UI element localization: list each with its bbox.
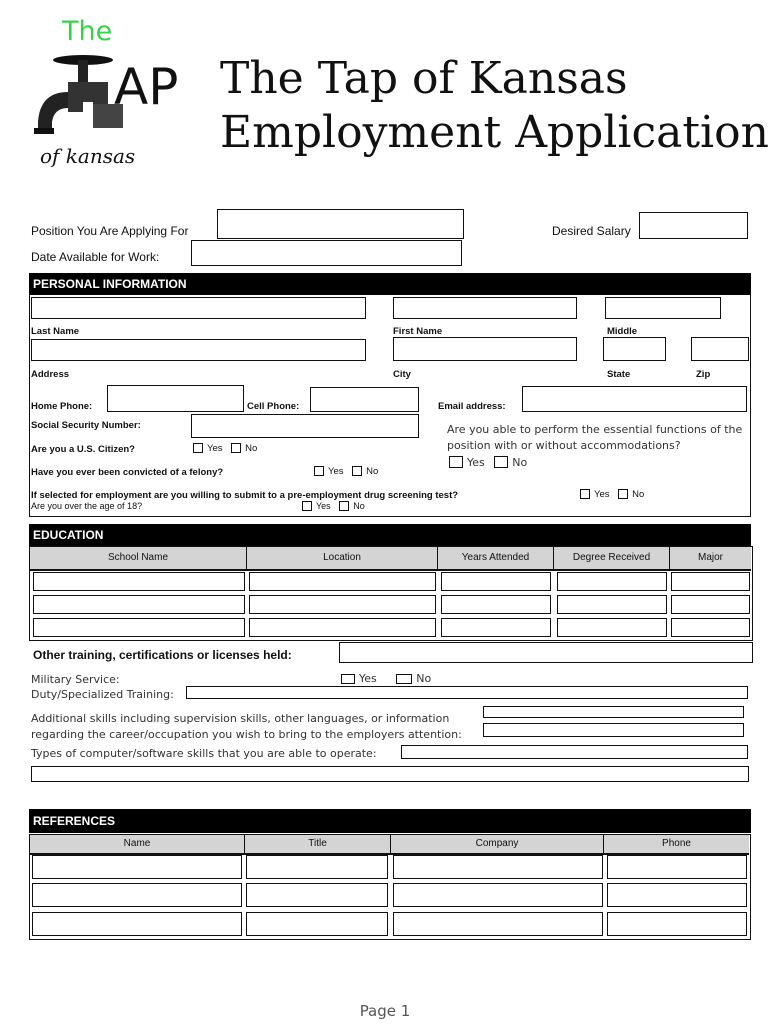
cell-phone-input[interactable] (310, 387, 419, 412)
essential-yes-label: Yes (467, 456, 485, 469)
duty-label: Duty/Specialized Training: (31, 688, 174, 701)
references-header: REFERENCES (29, 809, 751, 833)
duty-input[interactable] (186, 686, 748, 699)
edu-row-3-location[interactable] (249, 618, 436, 637)
cell-phone-label: Cell Phone: (247, 401, 300, 412)
edu-row-2-major[interactable] (671, 595, 750, 614)
drug-test-yes-checkbox[interactable] (580, 489, 590, 499)
drug-test-yes-no (580, 489, 644, 500)
ssn-input[interactable] (191, 414, 419, 438)
middle-label: Middle (607, 326, 638, 337)
personal-info-header: PERSONAL INFORMATION (29, 273, 751, 295)
page-number: Page 1 (359, 1002, 411, 1020)
age-no-checkbox[interactable] (339, 501, 349, 511)
zip-input[interactable] (691, 337, 749, 361)
logo-ap-text: AP (114, 58, 179, 116)
edu-col-location: Location (247, 547, 438, 569)
title-line-2: Employment Application (220, 107, 769, 158)
citizen-no-checkbox[interactable] (231, 443, 241, 453)
first-name-input[interactable] (393, 297, 577, 319)
last-name-input[interactable] (31, 297, 366, 319)
drug-test-no-label: No (632, 489, 645, 500)
middle-input[interactable] (605, 297, 721, 319)
edu-row-1-location[interactable] (249, 572, 436, 591)
drug-test-question: If selected for employment are you willing to submit to a pre-employment drug screening test? (31, 490, 459, 501)
ref-row-2-name[interactable] (32, 883, 242, 907)
email-label: Email address: (438, 401, 506, 412)
computer-skills-label: Types of computer/software skills that you are able to operate: (31, 747, 377, 760)
citizen-no-label: No (245, 443, 258, 454)
ref-row-1-company[interactable] (393, 855, 603, 879)
citizen-yes-no (193, 443, 257, 454)
ref-row-1-name[interactable] (32, 855, 242, 879)
other-training-input[interactable] (339, 642, 753, 663)
edu-row-3-years[interactable] (441, 618, 551, 637)
position-input[interactable] (217, 209, 464, 239)
essential-yes-no (449, 456, 527, 469)
essential-functions-question: Are you able to perform the essential functions of the position with or without accommodations? (447, 423, 743, 452)
first-name-label: First Name (393, 326, 443, 337)
ref-row-2-title[interactable] (246, 883, 388, 907)
ref-col-title: Title (245, 835, 391, 853)
ref-col-company: Company (391, 835, 604, 853)
faucet-icon (28, 44, 128, 154)
military-yes-label: Yes (359, 672, 377, 685)
military-yes-no (341, 672, 431, 685)
age-yes-label: Yes (316, 501, 331, 511)
edu-col-years-attended: Years Attended (438, 547, 554, 569)
edu-col-major: Major (670, 547, 751, 569)
felony-no-label: No (366, 466, 379, 477)
age-yes-checkbox[interactable] (302, 501, 312, 511)
military-yes-checkbox[interactable] (341, 674, 355, 684)
military-no-label: No (416, 672, 432, 685)
address-label: Address (31, 369, 70, 380)
edu-row-1-school[interactable] (33, 572, 245, 591)
title-line-1: The Tap of Kansas (220, 53, 628, 104)
ref-row-2-company[interactable] (393, 883, 603, 907)
ref-row-1-title[interactable] (246, 855, 388, 879)
computer-skills-input-1[interactable] (401, 745, 748, 759)
home-phone-label: Home Phone: (31, 401, 93, 412)
military-label: Military Service: (31, 673, 120, 686)
military-no-checkbox[interactable] (396, 674, 412, 684)
last-name-label: Last Name (31, 326, 80, 337)
ref-col-phone: Phone (604, 835, 749, 853)
home-phone-input[interactable] (107, 385, 244, 412)
ref-row-2-phone[interactable] (607, 883, 747, 907)
ref-row-3-title[interactable] (246, 912, 388, 936)
felony-yes-label: Yes (328, 466, 344, 477)
additional-skills-input-2[interactable] (483, 723, 744, 737)
ref-row-3-company[interactable] (393, 912, 603, 936)
state-label: State (607, 369, 631, 380)
city-input[interactable] (393, 337, 577, 361)
edu-col-degree-received: Degree Received (554, 547, 670, 569)
company-logo (28, 14, 188, 174)
felony-no-checkbox[interactable] (352, 466, 362, 476)
logo-the-text: The (62, 16, 113, 47)
drug-test-yes-label: Yes (594, 489, 610, 500)
edu-row-3-degree[interactable] (557, 618, 667, 637)
logo-kansas-text: of kansas (40, 144, 136, 168)
edu-row-1-years[interactable] (441, 572, 551, 591)
edu-row-3-major[interactable] (671, 618, 750, 637)
additional-skills-label-2: regarding the career/occupation you wish to bring to the employers attention: (31, 728, 462, 741)
edu-row-2-years[interactable] (441, 595, 551, 614)
email-input[interactable] (522, 386, 747, 412)
ref-row-3-phone[interactable] (607, 912, 747, 936)
felony-yes-checkbox[interactable] (314, 466, 324, 476)
edu-row-2-degree[interactable] (557, 595, 667, 614)
drug-test-no-checkbox[interactable] (618, 489, 628, 499)
essential-yes-checkbox[interactable] (449, 456, 463, 468)
salary-label: Desired Salary (552, 224, 631, 238)
edu-row-2-school[interactable] (33, 595, 245, 614)
felony-yes-no (314, 466, 378, 477)
zip-label: Zip (696, 369, 711, 380)
additional-skills-label-1: Additional skills including supervision skills, other languages, or information (31, 712, 450, 725)
other-training-label: Other training, certifications or licenses held: (33, 648, 292, 662)
citizen-question: Are you a U.S. Citizen? (31, 444, 135, 455)
edu-row-2-location[interactable] (249, 595, 436, 614)
ref-row-3-name[interactable] (32, 912, 242, 936)
essential-no-label: No (512, 456, 528, 469)
edu-row-3-school[interactable] (33, 618, 245, 637)
age-yes-no (302, 501, 365, 511)
additional-skills-input-1[interactable] (483, 706, 744, 718)
citizen-yes-checkbox[interactable] (193, 443, 203, 453)
citizen-yes-label: Yes (207, 443, 223, 454)
address-input[interactable] (31, 339, 366, 361)
edu-col-school-name: School Name (30, 547, 247, 569)
age-no-label: No (353, 501, 365, 511)
city-label: City (393, 369, 411, 380)
education-header: EDUCATION (29, 524, 751, 546)
edu-row-1-degree[interactable] (557, 572, 667, 591)
felony-question: Have you ever been convicted of a felony? (31, 467, 224, 478)
page-title (220, 52, 769, 160)
ref-col-name: Name (30, 835, 245, 853)
date-available-label: Date Available for Work: (31, 250, 160, 264)
ssn-label: Social Security Number: (31, 420, 141, 431)
salary-input[interactable] (639, 212, 748, 239)
state-input[interactable] (603, 337, 666, 361)
age-question: Are you over the age of 18? (31, 501, 143, 511)
essential-no-checkbox[interactable] (494, 456, 508, 468)
position-label: Position You Are Applying For (31, 224, 189, 238)
edu-row-1-major[interactable] (671, 572, 750, 591)
date-available-input[interactable] (191, 240, 462, 266)
ref-row-1-phone[interactable] (607, 855, 747, 879)
computer-skills-input-2[interactable] (31, 766, 749, 782)
